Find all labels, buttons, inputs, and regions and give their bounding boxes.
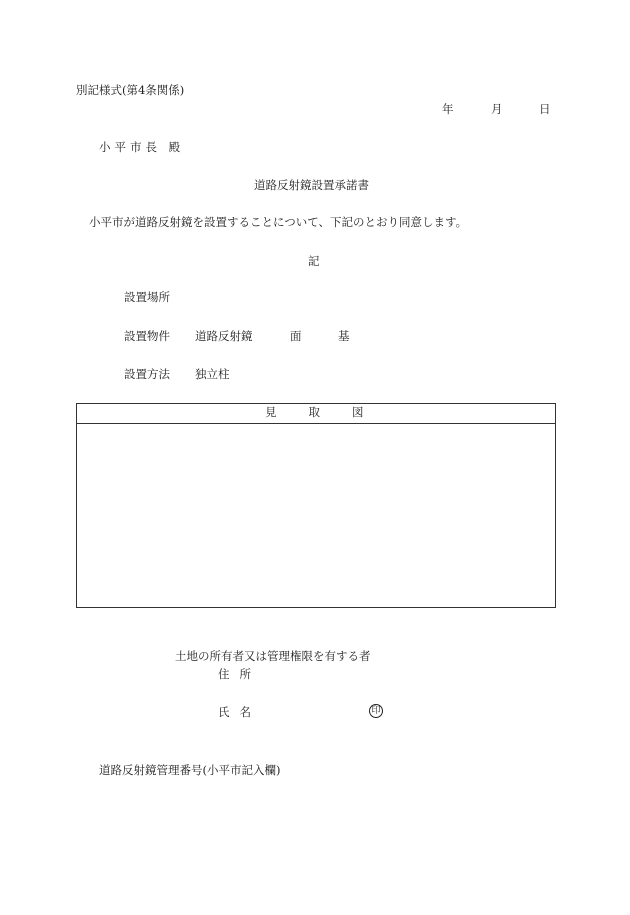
form-number-label: 別記様式(第4条関係) — [76, 83, 185, 97]
date-day-label: 日 — [539, 102, 551, 116]
landowner-heading: 土地の所有者又は管理権限を有する者 — [175, 649, 371, 663]
mirror-count-unit: 基 — [338, 329, 350, 343]
installation-method-value: 独立柱 — [195, 367, 230, 381]
installation-object-label: 設置物件 — [124, 329, 170, 343]
date-month-label: 月 — [491, 102, 503, 116]
ki-heading: 記 — [308, 254, 320, 268]
site-sketch-header — [77, 404, 555, 424]
management-number-label: 道路反射鏡管理番号(小平市記入欄) — [99, 763, 281, 777]
consent-statement: 小平市が道路反射鏡を設置することについて、下記のとおり同意します。 — [89, 215, 468, 229]
date-year-label: 年 — [442, 102, 454, 116]
mirror-face-unit: 面 — [290, 329, 302, 343]
installation-method-label: 設置方法 — [124, 367, 170, 381]
site-sketch-box — [76, 403, 556, 608]
addressee: 小平市長 殿 — [99, 140, 185, 154]
installation-location-label: 設置場所 — [124, 290, 170, 304]
site-sketch-area — [77, 424, 555, 607]
document-title: 道路反射鏡設置承諾書 — [254, 178, 369, 192]
site-sketch-header-label: 見取図 — [265, 405, 396, 419]
installation-object-value: 道路反射鏡 — [195, 329, 253, 343]
address-label: 住所 — [218, 667, 261, 681]
name-label: 氏名 — [218, 705, 261, 719]
seal-mark: 印 — [369, 704, 383, 718]
